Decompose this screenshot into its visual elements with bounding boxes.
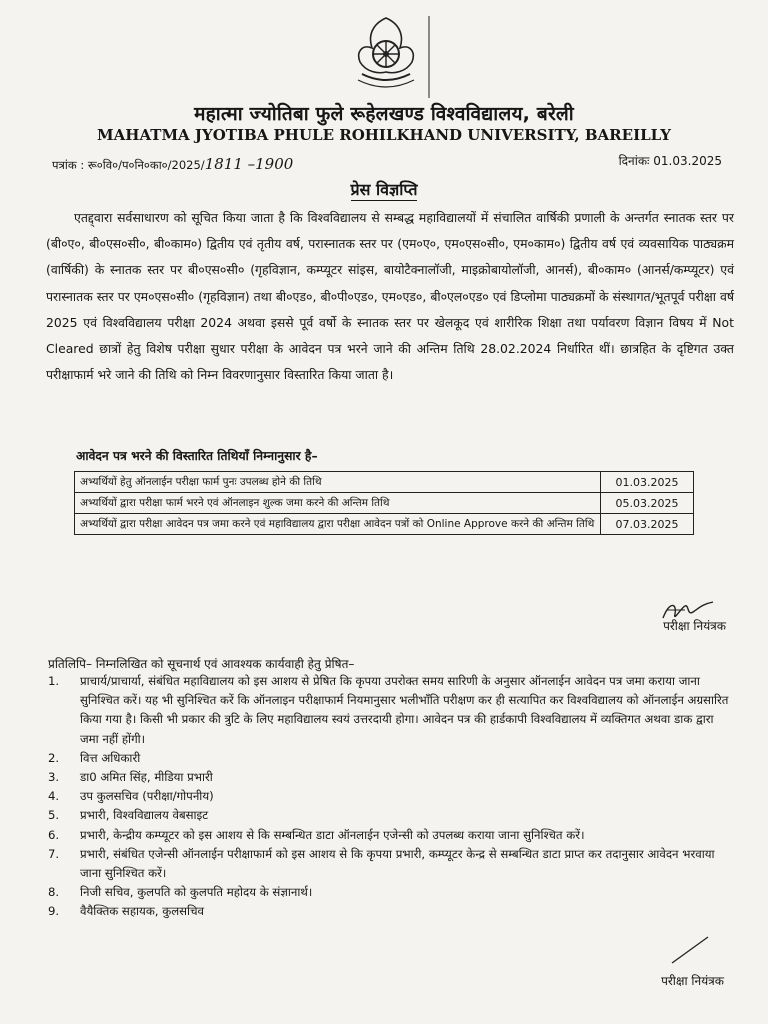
copy-to-item-number: 1. [48,674,60,688]
copy-to-item [48,902,734,921]
copy-to-item-number: 3. [48,770,60,785]
copy-to-item-number: 8. [48,885,60,900]
press-release-title: प्रेस विज्ञप्ति [350,180,418,199]
copy-to-item [48,787,734,806]
schedule-date: 07.03.2025 [601,514,694,535]
copy-to-item-text: वित्त अधिकारी [80,750,141,765]
copy-to-item [48,806,734,825]
schedule-activity: अभ्यर्थियों द्वारा परीक्षा आवेदन पत्र जमा करने एवं महाविद्यालय द्वारा परीक्षा आवेदन पत्रों को Online Approve करने की अन्तिम तिथि [75,514,601,535]
copy-to-item [48,768,734,787]
signatory-title-bottom: परीक्षा नियंत्रक [661,974,724,988]
copy-to-item-text: निजी सचिव, कुलपति को कुलपति महोदय के संज्ञानार्थ। [80,885,313,900]
copy-to-item-text: उप कुलसचिव (परीक्षा/गोपनीय) [80,789,214,804]
copy-to-item-number: 4. [48,789,60,804]
copy-to-item [48,845,734,883]
copy-to-item-text: वैयैक्तिक सहायक, कुलसचिव [80,904,204,919]
schedule-row [75,514,694,535]
university-name-english: MAHATMA JYOTIBA PHULE ROHILKHAND UNIVERSITY, BAREILLY [97,126,671,144]
university-logo-emblem [342,14,430,100]
schedule-date: 05.03.2025 [601,493,694,514]
signatory-title: परीक्षा नियंत्रक [663,619,726,633]
reference-number [52,155,293,173]
copy-to-item-text: प्राचार्य/प्राचार्या, संबंधित महाविद्यालय को इस आशय से प्रेषित कि कृपया उपरोक्त समय सारिणी के अनुसार ऑनलाईन आवेदन पत्र जमा कराया जाना सुनिश्चित करें। यह भी सुनिश्चित करें कि ऑनलाइन परीक्षाफार्म नियमानुसार भलीभाँति परीक्षण कर ही सत्यापित कर विश्वविद्यालय को ऑनलाईन अग्रसारित किया गया है। किसी भी प्रकार की त्रुटि के लिए महाविद्यालय स्वयं उत्तरदायी होगा। आवेदन पत्र की हार्डकापी विश्वविद्यालय में व्यक्तिगत अथवा डाक द्वारा जमा नहीं होंगी। [80,674,729,746]
copy-to-list [48,672,734,922]
copy-to-item-text: डा0 अमित सिंह, मीडिया प्रभारी [80,770,213,785]
copy-to-item-number: 5. [48,808,60,823]
schedule-table [74,471,694,535]
copy-to-item-text: प्रभारी, संबंधित एजेन्सी ऑनलाईन परीक्षाफार्म को इस आशय से कि कृपया प्रभारी, कम्प्यूटर केन्द्र से सम्बन्धित डाटा प्राप्त कर तदानुसार आवेदन भरवाया जाना सुनिश्चित करें। [80,846,715,881]
copy-to-item [48,749,734,768]
copy-to-item-text: प्रभारी, केन्द्रीय कम्प्यूटर को इस आशय से कि सम्बन्धित डाटा ऑनलाईन एजेन्सी को उपलब्ध कराया जाना सुनिश्चित करें। [80,827,585,842]
body-paragraph: एतद्द्वारा सर्वसाधारण को सूचित किया जाता है कि विश्वविद्यालय से सम्बद्ध महाविद्यालयों में संचालित वार्षिकी प्रणाली के अन्तर्गत स्नातक स्तर पर (बी०ए०, बी०एस०सी०, बी०काम०) द्वितीय एवं तृतीय वर्ष, परास्नातक स्तर पर (एम०ए०, एम०एस०सी०, एम०काम०) द्वितीय वर्ष एवं व्यवसायिक पाठ्यक्रम (वार्षिकी) के स्नातक स्तर पर बी०एस०सी० (गृहविज्ञान, कम्प्यूटर सांइस, बायोटैक्नालॉजी, माइक्रोबायोलॉजी, आनर्स), बी०काम० (आनर्स/कम्प्यूटर) एवं परास्नातक स्तर पर एम०एस०सी० (गृहविज्ञान) तथा बी०एड०, बी०पी०एड०, एम०एड०, बी०एल०एड० एवं डिप्लोमा पाठ्यक्रमों के संस्थागत/भूतपूर्व परीक्षा वर्ष 2025 एवं विश्वविद्यालय परीक्षा 2024 अथवा इससे पूर्व वर्षो के स्नातक स्तर पर खेलकूद एवं शारीरिक शिक्षा तथा पर्यावरण विज्ञान विषय में Not Cleared छात्रों हेतु विशेष परीक्षा सुधार परीक्षा के आवेदन पत्र भरने जाने की अन्तिम तिथि 28.02.2024 निर्धारित थीं। छात्रहित के दृष्टिगत उक्त परीक्षाफार्म भरे जाने की तिथि को निम्न विवरणानुसार विस्तारित किया जाता है। [46,210,734,383]
copy-to-item-text: प्रभारी, विश्वविद्यालय वेबसाइट [80,808,209,823]
schedule-row [75,493,694,514]
copy-to-item-number: 6. [48,827,60,842]
copy-to-item [48,883,734,902]
copy-to-item-number: 9. [48,904,60,919]
schedule-heading: आवेदन पत्र भरने की विस्तारित तिथियाँ निम्नानुसार है– [76,449,318,463]
schedule-row [75,472,694,493]
copy-to-item-number: 2. [48,750,60,765]
reference-handwritten: 1811 –1900 [204,155,294,173]
schedule-activity: अभ्यर्थियों द्वारा परीक्षा फार्म भरने एवं ऑनलाइन शुल्क जमा करने की अन्तिम तिथि [75,493,601,514]
reference-label: पत्रांक : रू०वि०/प०नि०का०/2025/ [52,158,205,172]
university-name-hindi: महात्मा ज्योतिबा फुले रूहेलखण्ड विश्वविद्यालय, बरेली [194,103,574,125]
copy-to-item-number: 7. [48,846,60,861]
copy-to-item [48,672,734,749]
schedule-date: 01.03.2025 [601,472,694,493]
copy-to-heading: प्रतिलिपि– निम्नलिखित को सूचनार्थ एवं आवश्यक कार्यवाही हेतु प्रेषित– [48,657,355,671]
copy-to-item [48,826,734,845]
controller-signature-bottom [668,935,712,965]
document-date: दिनांकः 01.03.2025 [618,154,722,168]
schedule-activity: अभ्यर्थियों हेतु ऑनलाईन परीक्षा फार्म पुनः उपलब्ध होने की तिथि [75,472,601,493]
